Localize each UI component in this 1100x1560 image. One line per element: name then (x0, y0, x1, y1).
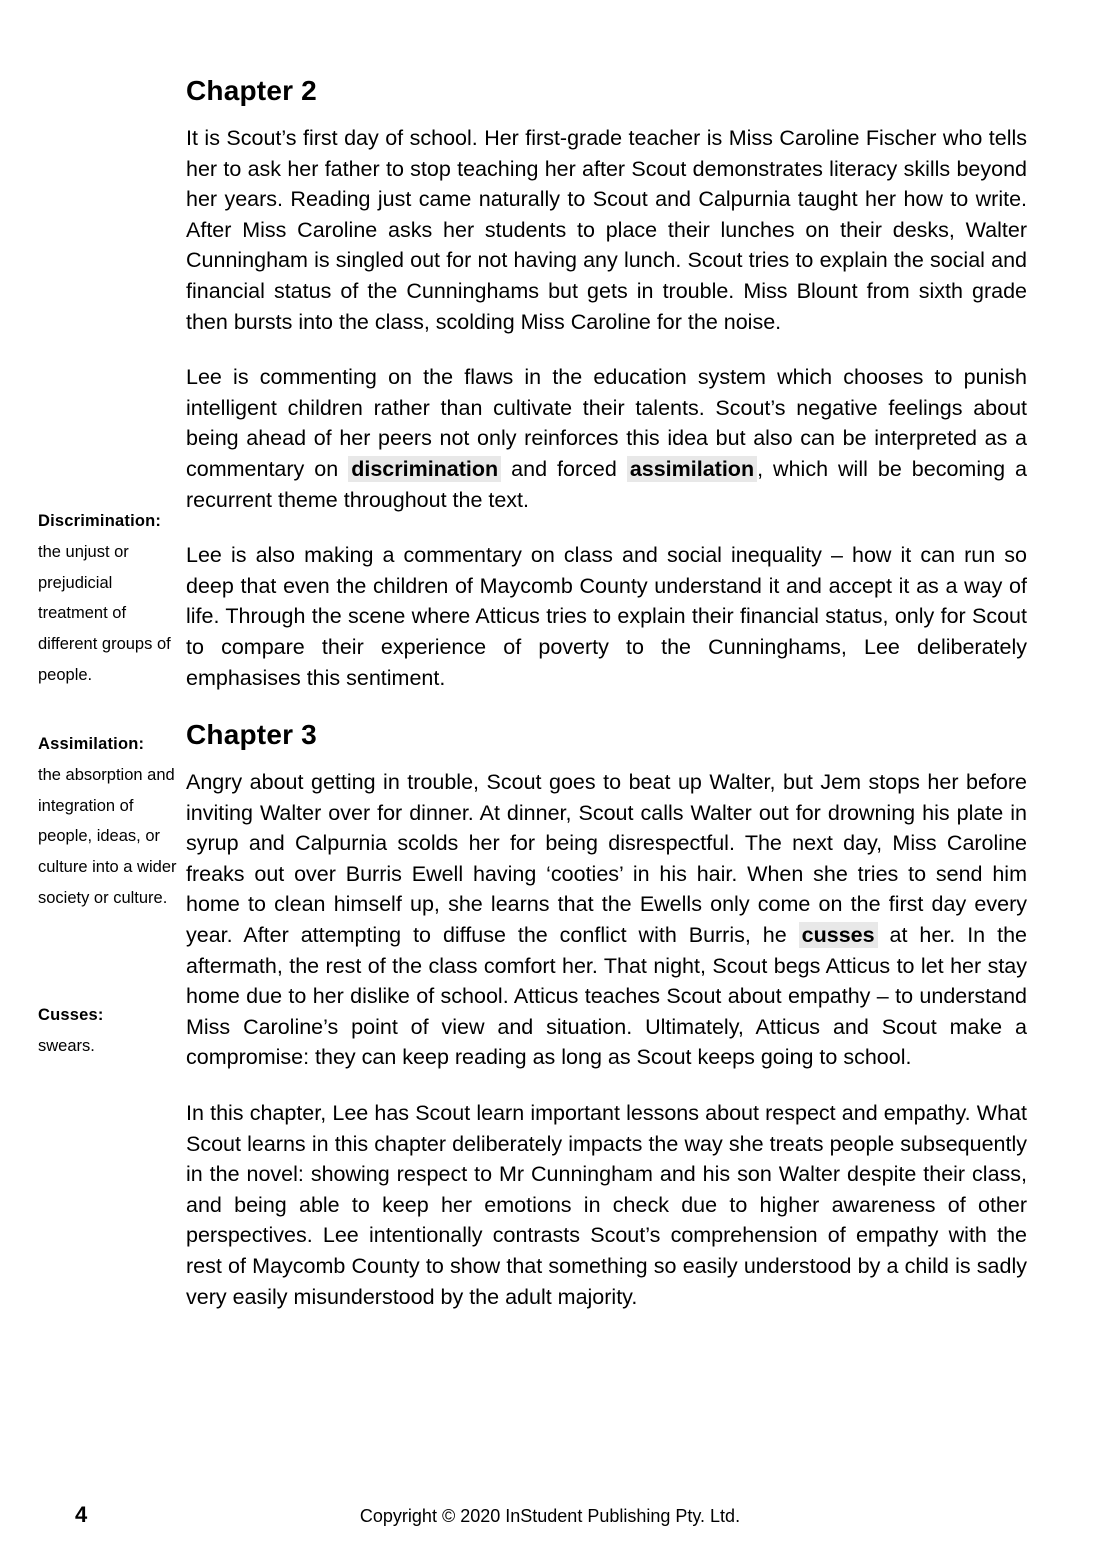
highlighted-term: discrimination (348, 456, 501, 482)
text-segment: Angry about getting in trouble, Scout goes to beat up Walter, but Jem stops her before inviting Walter over for dinner. At dinner, Scout calls Walter out for drowning his plate in syrup and Calpurnia scolds her for being disrespectful. The next day, Miss Caroline freaks out over Burris Ewell having ‘cooties’ in his hair. When she tries to send him home to clean himself up, she learns that the Ewells only come on the first day every year. After attempting to diffuse the conflict with Burris, he (186, 770, 1027, 948)
text-segment: at her. In the aftermath, the rest of the class comfort her. That night, Scout begs Atticus to let her stay home due to her dislike of school. Atticus teaches Scout about empathy – to understand Miss Caroline’s point of view and situation. Ultimately, Atticus and Scout make a compromise: they can keep reading as long as Scout keeps going to school. (186, 923, 1027, 1070)
text-segment: and forced (501, 456, 627, 481)
highlighted-term: assimilation (627, 456, 757, 482)
text-segment: It is Scout’s first day of school. Her first-grade teacher is Miss Caroline Fischer who tells her to ask her father to stop teaching her after Scout demonstrates literacy skills beyond her years. Reading just came naturally to Scout and Calpurnia taught her how to write. After Miss Caroline asks her students to place their lunches on their desks, Walter Cunningham is singled out for not having any lunch. Scout tries to explain the social and financial status of the Cunninghams but gets in trouble. Miss Blount from sixth grade then bursts into the class, scolding Miss Caroline for the noise. (186, 126, 1027, 334)
chapter-3-heading: Chapter 3 (186, 719, 317, 751)
margin-note-term: Cusses: (38, 1006, 104, 1024)
copyright-text: Copyright © 2020 InStudent Publishing Pty. Ltd. (359, 1506, 741, 1526)
page-number: 4 (75, 1502, 88, 1527)
text-segment: In this chapter, Lee has Scout learn important lessons about respect and empathy. What Scout learns in this chapter deliberately impacts the way she treats people subsequently in the novel: showing respect to Mr Cunningham and his son Walter despite their class, and being able to keep her emotions in check due to higher awareness of other perspectives. Lee intentionally contrasts Scout’s comprehension of empathy with the rest of Maycomb County to show that something so easily understood by a child is sadly very easily misunderstood by the adult majority. (186, 1101, 1027, 1309)
section-chapter-3 (186, 718, 1027, 1312)
margin-note-definition: swears. (38, 1036, 95, 1055)
text-segment: Lee is also making a commentary on class and social inequality – how it can run so deep that even the children of Maycomb County understand it and accept it as a way of life. Through the scene where Atticus tries to explain their financial status, only for Scout to compare their experience of poverty to the Cunninghams, Lee deliberately emphasises this sentiment. (186, 543, 1027, 690)
paragraph-analysis-education (186, 362, 1027, 515)
text-segment: Lee is commenting on the flaws in the education system which chooses to punish intelligent children rather than cultivate their talents. Scout’s negative feelings about being ahead of her peers not only reinforces this idea but also can be interpreted as a commentary on (186, 365, 1027, 481)
paragraph-analysis-class (186, 540, 1027, 693)
margin-note-definition: the unjust or prejudicial treatment of different groups of people. (38, 542, 171, 684)
paragraph-summary-ch3 (186, 767, 1027, 1073)
highlighted-term: cusses (799, 922, 878, 948)
paragraph-summary-ch2 (186, 123, 1027, 337)
section-chapter-2 (186, 74, 1027, 693)
margin-note-term: Discrimination: (38, 512, 162, 530)
margin-note-discrimination (38, 506, 186, 691)
text-segment: , which will be becoming a recurrent theme throughout the text. (186, 456, 1027, 512)
main-text-column (186, 74, 1027, 1337)
paragraph-analysis-empathy (186, 1098, 1027, 1312)
chapter-2-heading: Chapter 2 (186, 75, 317, 106)
margin-note-cusses (38, 1000, 186, 1062)
margin-note-term: Assimilation: (38, 735, 145, 753)
margin-note-definition: the absorption and integration of people, ideas, or culture into a wider society or culture. (38, 765, 177, 907)
margin-note-assimilation (38, 729, 186, 914)
